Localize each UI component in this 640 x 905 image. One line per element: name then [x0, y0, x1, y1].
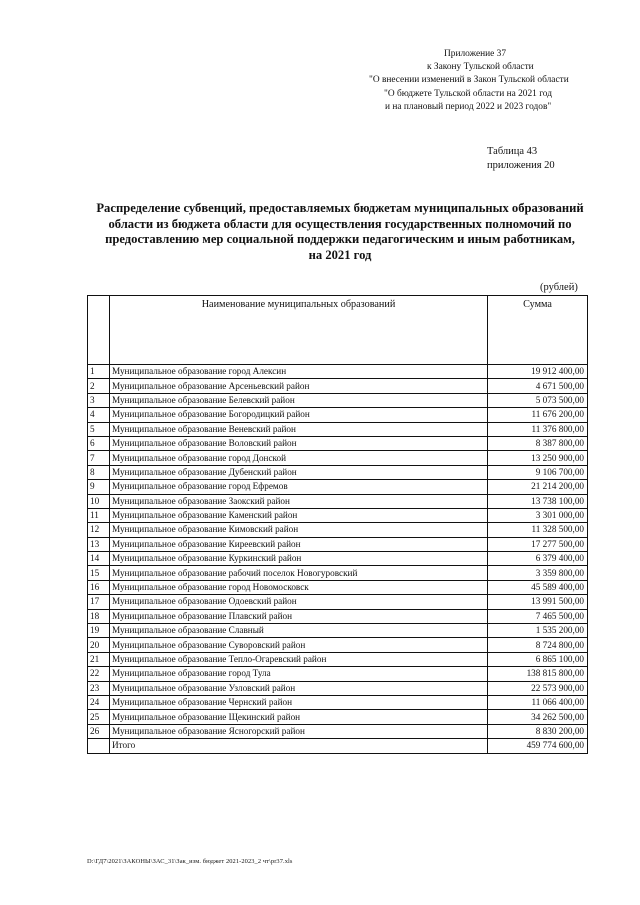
row-amount: 7 465 500,00	[488, 609, 588, 623]
row-amount: 8 724 800,00	[488, 638, 588, 652]
row-municipality-name: Муниципальное образование город Донской	[110, 451, 488, 465]
row-municipality-name: Муниципальное образование Арсеньевский район	[110, 379, 488, 393]
units-label: (рублей)	[540, 282, 578, 293]
row-municipality-name: Муниципальное образование Одоевский район	[110, 595, 488, 609]
table-row	[88, 422, 588, 436]
total-num-cell	[88, 739, 110, 753]
table-row	[88, 552, 588, 566]
appendix-number: приложения 20	[487, 160, 555, 171]
header-num-cell	[88, 296, 110, 365]
row-municipality-name: Муниципальное образование город Тула	[110, 667, 488, 681]
row-amount: 9 106 700,00	[488, 465, 588, 479]
table-row	[88, 695, 588, 709]
table-row	[88, 681, 588, 695]
row-municipality-name: Муниципальное образование Белевский район	[110, 393, 488, 407]
row-amount: 3 301 000,00	[488, 508, 588, 522]
document-title	[85, 201, 595, 263]
row-municipality-name: Муниципальное образование Суворовский район	[110, 638, 488, 652]
table-row	[88, 408, 588, 422]
row-number: 18	[88, 609, 110, 623]
row-municipality-name: Муниципальное образование Богородицкий район	[110, 408, 488, 422]
table-row	[88, 537, 588, 551]
file-path-footer: D:\ГД7\2021\ЗАКОНЫ\ЗАС_31\Зак_изм. бюджет 2021-2023_2 чт\pr37.xls	[87, 858, 293, 865]
row-number: 5	[88, 422, 110, 436]
table-row	[88, 523, 588, 537]
row-amount: 13 738 100,00	[488, 494, 588, 508]
row-amount: 6 865 100,00	[488, 652, 588, 666]
table-row	[88, 365, 588, 379]
row-municipality-name: Муниципальное образование Тепло-Огаревский район	[110, 652, 488, 666]
row-amount: 11 328 500,00	[488, 523, 588, 537]
appendix-reference	[0, 48, 638, 114]
table-row	[88, 652, 588, 666]
row-amount: 11 376 800,00	[488, 422, 588, 436]
table-row	[88, 451, 588, 465]
appendix-line-2: к Закону Тульской области	[427, 62, 534, 73]
row-number: 13	[88, 537, 110, 551]
row-amount: 4 671 500,00	[488, 379, 588, 393]
row-number: 3	[88, 393, 110, 407]
row-number: 17	[88, 595, 110, 609]
row-number: 8	[88, 465, 110, 479]
appendix-line-4: "О бюджете Тульской области на 2021 год	[384, 88, 552, 99]
table-row	[88, 724, 588, 738]
table-row	[88, 465, 588, 479]
total-label: Итого	[110, 739, 488, 753]
row-amount: 34 262 500,00	[488, 710, 588, 724]
title-line-4: на 2021 год	[308, 247, 372, 262]
row-number: 2	[88, 379, 110, 393]
header-name: Наименование муниципальных образований	[110, 296, 488, 365]
appendix-line-1: Приложение 37	[444, 49, 507, 59]
total-amount: 459 774 600,00	[488, 739, 588, 753]
row-number: 1	[88, 365, 110, 379]
row-amount: 138 815 800,00	[488, 667, 588, 681]
row-number: 6	[88, 436, 110, 450]
table-row	[88, 566, 588, 580]
table-number: Таблица 43	[487, 146, 538, 157]
row-number: 22	[88, 667, 110, 681]
row-municipality-name: Муниципальное образование Куркинский район	[110, 552, 488, 566]
row-number: 24	[88, 695, 110, 709]
subventions-table	[87, 295, 588, 754]
title-line-3: предоставлению мер социальной поддержки педагогическим и иным работникам,	[105, 232, 575, 247]
row-municipality-name: Муниципальное образование Чернский район	[110, 695, 488, 709]
row-number: 19	[88, 624, 110, 638]
table-row	[88, 710, 588, 724]
row-amount: 1 535 200,00	[488, 624, 588, 638]
table-reference	[487, 145, 555, 173]
table-row	[88, 638, 588, 652]
row-municipality-name: Муниципальное образование Каменский район	[110, 508, 488, 522]
table-row	[88, 595, 588, 609]
row-amount: 8 830 200,00	[488, 724, 588, 738]
row-number: 26	[88, 724, 110, 738]
title-line-2: области из бюджета области для осуществления государственных полномочий по	[108, 216, 572, 231]
row-amount: 17 277 500,00	[488, 537, 588, 551]
row-number: 14	[88, 552, 110, 566]
row-municipality-name: Муниципальное образование Заокский район	[110, 494, 488, 508]
row-municipality-name: Муниципальное образование город Алексин	[110, 365, 488, 379]
appendix-line-5: и на плановый период 2022 и 2023 годов"	[385, 101, 552, 112]
row-number: 21	[88, 652, 110, 666]
row-number: 10	[88, 494, 110, 508]
table-row	[88, 609, 588, 623]
row-amount: 11 676 200,00	[488, 408, 588, 422]
appendix-line-3: "О внесении изменений в Закон Тульской области	[369, 75, 569, 86]
row-number: 12	[88, 523, 110, 537]
table-row	[88, 393, 588, 407]
header-amount: Сумма	[488, 296, 588, 365]
table-row	[88, 436, 588, 450]
row-amount: 11 066 400,00	[488, 695, 588, 709]
row-number: 9	[88, 480, 110, 494]
row-number: 23	[88, 681, 110, 695]
row-municipality-name: Муниципальное образование Плавский район	[110, 609, 488, 623]
row-number: 7	[88, 451, 110, 465]
row-municipality-name: Муниципальное образование Веневский район	[110, 422, 488, 436]
table-row	[88, 624, 588, 638]
row-number: 4	[88, 408, 110, 422]
row-number: 11	[88, 508, 110, 522]
row-amount: 22 573 900,00	[488, 681, 588, 695]
table-header-row	[88, 296, 588, 365]
table-row	[88, 580, 588, 594]
row-amount: 3 359 800,00	[488, 566, 588, 580]
table-total-row	[88, 739, 588, 753]
table-row	[88, 508, 588, 522]
row-municipality-name: Муниципальное образование Узловский район	[110, 681, 488, 695]
row-number: 25	[88, 710, 110, 724]
row-municipality-name: Муниципальное образование рабочий поселок Новогуровский	[110, 566, 488, 580]
row-number: 16	[88, 580, 110, 594]
row-municipality-name: Муниципальное образование город Новомосковск	[110, 580, 488, 594]
row-municipality-name: Муниципальное образование Ясногорский район	[110, 724, 488, 738]
table-row	[88, 667, 588, 681]
row-amount: 13 991 500,00	[488, 595, 588, 609]
row-amount: 45 589 400,00	[488, 580, 588, 594]
title-line-1: Распределение субвенций, предоставляемых бюджетам муниципальных образований	[96, 201, 584, 215]
row-amount: 8 387 800,00	[488, 436, 588, 450]
row-municipality-name: Муниципальное образование город Ефремов	[110, 480, 488, 494]
row-municipality-name: Муниципальное образование Дубенский район	[110, 465, 488, 479]
row-amount: 19 912 400,00	[488, 365, 588, 379]
row-amount: 6 379 400,00	[488, 552, 588, 566]
row-municipality-name: Муниципальное образование Кимовский район	[110, 523, 488, 537]
row-municipality-name: Муниципальное образование Воловский район	[110, 436, 488, 450]
row-number: 20	[88, 638, 110, 652]
row-amount: 5 073 500,00	[488, 393, 588, 407]
row-municipality-name: Муниципальное образование Киреевский район	[110, 537, 488, 551]
table-row	[88, 480, 588, 494]
row-number: 15	[88, 566, 110, 580]
row-municipality-name: Муниципальное образование Щекинский район	[110, 710, 488, 724]
table-row	[88, 379, 588, 393]
row-amount: 13 250 900,00	[488, 451, 588, 465]
row-amount: 21 214 200,00	[488, 480, 588, 494]
row-municipality-name: Муниципальное образование Славный	[110, 624, 488, 638]
table-row	[88, 494, 588, 508]
